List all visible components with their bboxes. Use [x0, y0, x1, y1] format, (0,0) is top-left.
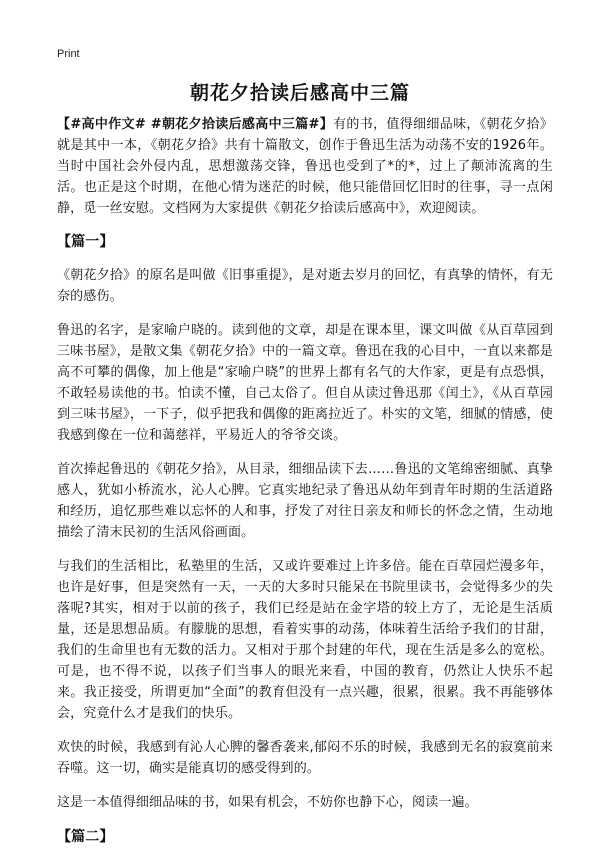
section-1-paragraph: 欢快的时候，我感到有沁人心脾的馨香袭来,郁闷不乐的时候，我感到无名的寂寞前来吞噬。这一切，确实是能真切的感受得到的。	[57, 740, 553, 776]
section-1-paragraph: 这是一本值得细细品味的书，如果有机会，不妨你也静下心，阅读一遍。	[57, 795, 478, 810]
section-heading-2: 【篇二】	[57, 829, 114, 845]
page-title: 朝花夕拾读后感高中三篇	[189, 82, 410, 104]
intro-paragraph	[57, 114, 553, 219]
section-1-paragraph: 与我们的生活相比，私塾里的生活，又或许要难过上许多倍。能在百草园烂漫多年，也许是好事，但是突然有一天，一天的大多时只能呆在书院里读书，会觉得多少的失落呢?其实，相对于以前的孩子，我们已经是站在金字塔的较上方了，无论是生活质量，还是思想品质。有朦胧的思想，看着实事的动荡，体味着生活给予我们的甘甜，我们的生命里也有无数的活力。又相对于那个封建的年代，现在生活是多么的宽松。可是，也不得不说，以孩子们当事人的眼光来看，中国的教育，仍然让人快乐不起来。我正接受，所谓更加“全面”的教育但没有一点兴趣，很累，很累。我不再能够体会，究竟什么才是我们的快乐。	[57, 559, 553, 721]
section-1-paragraph: 《朝花夕拾》的原名是叫做《旧事重提》，是对逝去岁月的回忆，有真挚的情怀，有无奈的感伤。	[57, 268, 553, 304]
print-label: Print	[57, 48, 80, 60]
section-1-paragraph: 首次捧起鲁迅的《朝花夕拾》，从目录，细细品读下去……鲁迅的文笔绵密细腻、真挚感人，犹如小桥流水，沁人心脾。它真实地纪录了鲁迅从幼年到青年时期的生活道路和经历，追忆那些难以忘怀的人和事，抒发了对往日亲友和师长的怀念之情，生动地描绘了清末民初的生活风俗画面。	[57, 462, 553, 540]
intro-text: 有的书，值得细细品味，《朝花夕拾》就是其中一本，《朝花夕拾》共有十篇散文，创作于鲁迅生活为动荡不安的1926年。当时中国社会外侵内乱，思想激荡交锋，鲁迅也受到了*的*，过上了颠沛流离的生活。也正是这个时期，在他心情为迷茫的时候，他只能借回忆旧时的往事，寻一点闲静，觅一丝安慰。文档网为大家提供《朝花夕拾读后感高中》，欢迎阅读。	[57, 117, 553, 216]
section-heading-1: 【篇一】	[57, 234, 114, 250]
article-body	[57, 114, 553, 860]
intro-tag: 【#高中作文# #朝花夕拾读后感高中三篇#】	[57, 117, 334, 132]
section-1-paragraph: 鲁迅的名字，是家喻户晓的。读到他的文章，却是在课本里，课文叫做《从百草园到三味书屋》，是散文集《朝花夕拾》中的一篇文章。鲁迅在我的心目中，一直以来都是高不可攀的偶像，加上他是“家喻户晓”的世界上都有名气的大作家，更是有点恐惧，不敢轻易读他的书。怕读不懂，自己太俗了。但自从读过鲁迅那《闰土》，《从百草园到三味书屋》，一下子，似乎把我和偶像的距离拉近了。朴实的文笔，细腻的情感，使我感到像在一位和蔼慈祥，平易近人的爷爷交谈。	[57, 323, 553, 443]
